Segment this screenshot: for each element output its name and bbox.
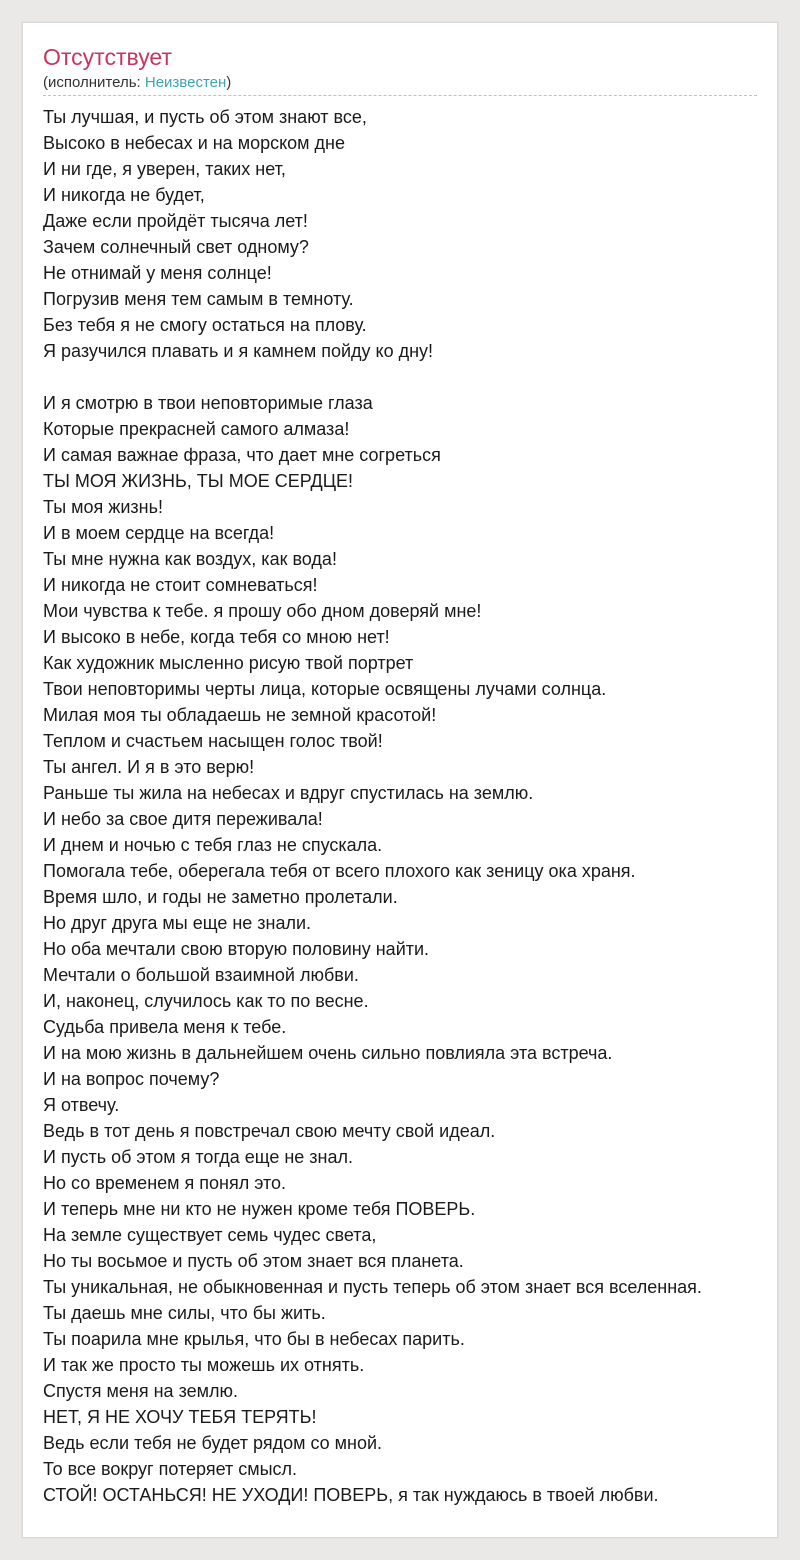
lyric-line: Ты ангел. И я в это верю! xyxy=(43,757,255,777)
lyric-line: Не отнимай у меня солнце! xyxy=(43,263,272,283)
lyric-line: ТЫ МОЯ ЖИЗНЬ, ТЫ МОЕ СЕРДЦЕ! xyxy=(43,471,354,491)
lyric-line: Ты уникальная, не обыкновенная и пусть теперь об этом знает вся вселенная. xyxy=(43,1277,702,1297)
lyric-line: И так же просто ты можешь их отнять. xyxy=(43,1355,365,1375)
artist-link[interactable]: Неизвестен xyxy=(144,74,227,91)
lyric-line: Зачем солнечный свет одному? xyxy=(43,237,309,257)
lyric-line: И самая важнае фраза, что дает мне согреться xyxy=(43,445,441,465)
lyric-line: Но ты восьмое и пусть об этом знает вся планета. xyxy=(43,1251,464,1271)
lyric-line: То все вокруг потеряет смысл. xyxy=(43,1459,298,1479)
lyric-line: Но друг друга мы еще не знали. xyxy=(43,913,312,933)
lyric-line: Которые прекрасней самого алмаза! xyxy=(43,419,350,439)
artist-suffix: ) xyxy=(226,74,232,91)
lyric-line: И днем и ночью с тебя глаз не спускала. xyxy=(43,835,383,855)
lyric-line: И на вопрос почему? xyxy=(43,1069,220,1089)
lyric-line: И я смотрю в твои неповторимые глаза xyxy=(43,393,373,413)
lyric-line: И теперь мне ни кто не нужен кроме тебя ПОВЕРЬ. xyxy=(43,1199,476,1219)
lyric-line: Раньше ты жила на небесах и вдруг спустилась на землю. xyxy=(43,783,534,803)
lyric-line: Мои чувства к тебе. я прошу обо дном доверяй мне! xyxy=(43,601,482,621)
lyric-line: Твои неповторимы черты лица, которые освящены лучами солнца. xyxy=(43,679,607,699)
lyric-line: Судьба привела меня к тебе. xyxy=(43,1017,287,1037)
lyric-line: Ты поарила мне крылья, что бы в небесах парить. xyxy=(43,1329,465,1349)
lyric-line: И, наконец, случилось как то по весне. xyxy=(43,991,369,1011)
lyric-line: Мечтали о большой взаимной любви. xyxy=(43,965,359,985)
lyric-line: Без тебя я не смогу остаться на плову. xyxy=(43,315,367,335)
lyric-line: Спустя меня на землю. xyxy=(43,1381,239,1401)
lyric-line: И в моем сердце на всегда! xyxy=(43,523,275,543)
lyric-line: НЕТ, Я НЕ ХОЧУ ТЕБЯ ТЕРЯТЬ! xyxy=(43,1407,317,1427)
lyric-line: Ты лучшая, и пусть об этом знают все, xyxy=(43,107,367,127)
lyric-line: И небо за свое дитя переживала! xyxy=(43,809,323,829)
lyric-line: И высоко в небе, когда тебя со мною нет! xyxy=(43,627,390,647)
lyric-line: Помогала тебе, оберегала тебя от всего плохого как зеницу ока храня. xyxy=(43,861,636,881)
lyric-line: Ведь если тебя не будет рядом со мной. xyxy=(43,1433,383,1453)
lyric-line: Ты моя жизнь! xyxy=(43,497,163,517)
lyric-line: Высоко в небесах и на морском дне xyxy=(43,133,346,153)
lyric-line: Я отвечу. xyxy=(43,1095,120,1115)
stanza-break xyxy=(43,364,800,390)
lyric-line: И на мою жизнь в дальнейшем очень сильно повлияла эта встреча. xyxy=(43,1043,613,1063)
lyric-line: И никогда не стоит сомневаться! xyxy=(43,575,318,595)
lyric-line: Ты мне нужна как воздух, как вода! xyxy=(43,549,337,569)
lyric-line: На земле существует семь чудес света, xyxy=(43,1225,377,1245)
lyric-line: Погрузив меня тем самым в темноту. xyxy=(43,289,354,309)
title-divider xyxy=(43,95,757,96)
lyric-line: Как художник мысленно рисую твой портрет xyxy=(43,653,414,673)
lyric-line: Теплом и счастьем насыщен голос твой! xyxy=(43,731,383,751)
lyrics-text xyxy=(43,104,800,1508)
lyric-line: И ни где, я уверен, таких нет, xyxy=(43,159,286,179)
lyric-line: Но оба мечтали свою вторую половину найти. xyxy=(43,939,430,959)
lyric-line: СТОЙ! ОСТАНЬСЯ! НЕ УХОДИ! ПОВЕРЬ, я так нуждаюсь в твоей любви. xyxy=(43,1485,659,1505)
lyric-line: Даже если пройдёт тысяча лет! xyxy=(43,211,308,231)
lyric-line: Ведь в тот день я повстречал свою мечту свой идеал. xyxy=(43,1121,496,1141)
lyric-line: Ты даешь мне силы, что бы жить. xyxy=(43,1303,326,1323)
lyric-line: И пусть об этом я тогда еще не знал. xyxy=(43,1147,354,1167)
artist-prefix: (исполнитель: xyxy=(43,74,145,91)
lyric-line: Милая моя ты обладаешь не земной красотой! xyxy=(43,705,437,725)
song-title: Отсутствует xyxy=(43,44,172,70)
lyric-line: Время шло, и годы не заметно пролетали. xyxy=(43,887,398,907)
lyrics-card xyxy=(22,22,778,1538)
lyric-line: Я разучился плавать и я камнем пойду ко дну! xyxy=(43,341,434,361)
lyric-line: Но со временем я понял это. xyxy=(43,1173,287,1193)
lyric-line: И никогда не будет, xyxy=(43,185,205,205)
artist-line xyxy=(43,73,231,93)
